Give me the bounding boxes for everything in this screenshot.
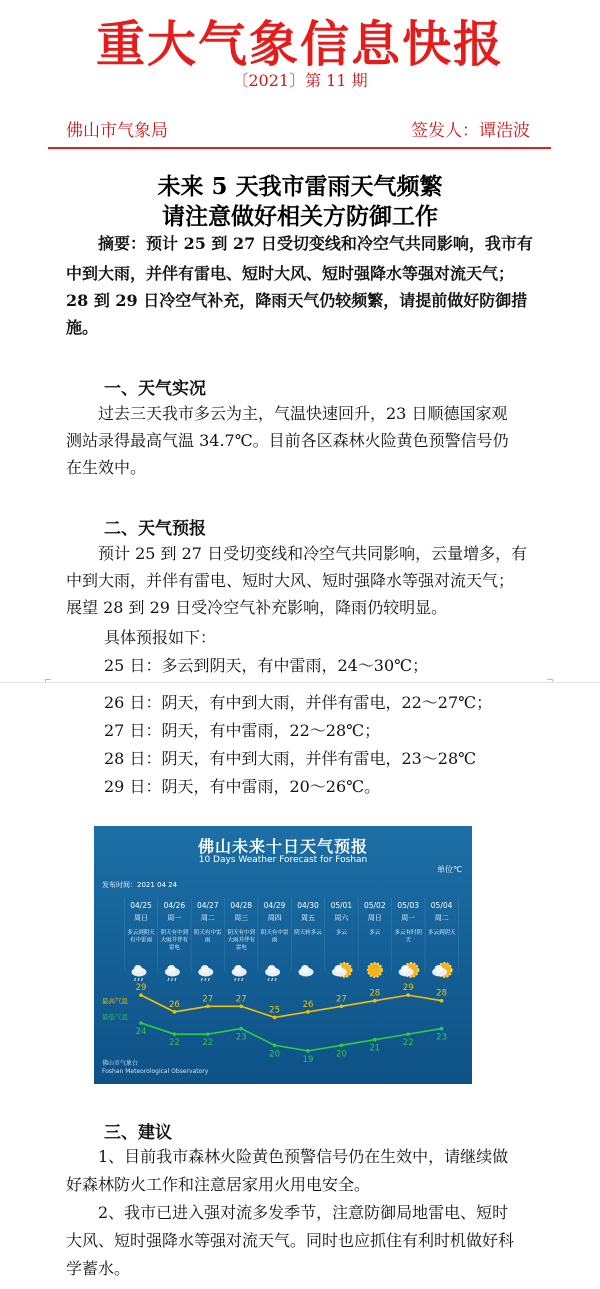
rain-icon [265, 965, 280, 981]
weekday-label: 周五 [301, 914, 315, 922]
condition-text: 雷电 [168, 945, 180, 951]
partly-sunny-icon [332, 963, 352, 977]
advice-2-line-1: 2、我市已进入强对流多发季节，注意防御局地雷电、短时 [98, 1203, 509, 1222]
signer-name: 谭浩波 [479, 121, 530, 141]
forecast-line-1: 预计 25 到 27 日受切变线和冷空气共同影响，云量增多，有 [98, 544, 528, 563]
page-corner-mark-left: ⌐ [44, 676, 52, 686]
forecast-day-25: 25 日：多云到阴天，有中雷雨，24～30℃； [104, 656, 429, 675]
high-temp-point [173, 1010, 177, 1014]
panel-unit: 单位℃ [437, 865, 462, 874]
ten-day-forecast-panel [94, 826, 472, 1084]
low-temp-point [340, 1043, 344, 1047]
condition-text: 雨 [271, 937, 278, 944]
summary-line-2: 中到大雨，并伴有雷电、短时大风、短时强降水等强对流天气； [66, 264, 515, 283]
weekday-label: 周二 [434, 914, 449, 922]
observations-line-2: 测站录得最高气温 34.7℃。目前各区森林火险黄色预警信号仍 [66, 431, 509, 450]
rain-icon [232, 965, 247, 981]
panel-issue-time: 发布时间：2021 04 24 [102, 881, 178, 889]
headline-line-2: 请注意做好相关方防御工作 [162, 203, 438, 230]
date-label: 05/03 [397, 901, 420, 910]
low-temp-point [139, 1021, 143, 1025]
condition-text: 阴天有中雷 [260, 930, 289, 936]
high-temp-point [139, 993, 143, 997]
condition-text: 阴天转多云 [294, 930, 322, 936]
forecast-day-27: 27 日：阴天，有中雷雨，22～28℃； [104, 721, 381, 740]
weekday-label: 周日 [367, 914, 382, 922]
condition-text: 多云有时阴 [394, 930, 422, 936]
low-temp-value: 22 [202, 1038, 214, 1049]
issue-number: 〔2021〕第 11 期 [232, 71, 368, 90]
condition-text: 天 [405, 937, 411, 944]
advice-1-line-2: 好森林防火工作和注意居家用火用电安全。 [66, 1175, 371, 1194]
low-temp-value: 24 [135, 1027, 147, 1037]
high-temp-value: 27 [235, 994, 247, 1005]
header-divider [48, 147, 551, 149]
partly-sunny-icon [432, 963, 452, 977]
high-temp-point [406, 993, 410, 997]
observations-line-1: 过去三天我市多云为主，气温快速回升，23 日顺德国家观 [98, 404, 508, 423]
high-temp-point [206, 1004, 210, 1008]
low-temp-value: 21 [369, 1043, 381, 1054]
low-temp-value: 19 [302, 1054, 314, 1065]
high-temp-label: 最高气温 [102, 997, 128, 1006]
condition-text: 多云 [335, 930, 347, 936]
summary-line-3: 28 到 29 日冷空气补充，降雨天气仍较频繁，请提前做好防御措 [66, 291, 528, 310]
date-label: 04/30 [297, 901, 319, 910]
panel-footer-cn: 佛山市气象台 [102, 1060, 139, 1067]
low-temp-point [273, 1043, 277, 1047]
high-temp-value: 25 [269, 1005, 281, 1016]
weekday-label: 周日 [134, 914, 148, 922]
summary-line-1: 摘要：预计 25 到 27 日受切变线和冷空气共同影响，我市有 [98, 234, 533, 253]
partly-sunny-icon [399, 963, 419, 977]
high-temp-value: 26 [168, 999, 180, 1010]
advice-2-line-2: 大风、短时强降水等强对流天气。同时也应抓住有利时机做好科 [66, 1231, 515, 1250]
headline-line-1: 未来 5 天我市雷雨天气频繁 [157, 173, 443, 200]
condition-text: 多云 [369, 930, 381, 936]
high-temp-point [373, 999, 377, 1003]
low-temp-value: 22 [402, 1038, 414, 1049]
low-temp-label: 最低气温 [102, 1013, 128, 1021]
condition-text: 雨 [205, 937, 211, 944]
condition-text: 雷电 [235, 945, 247, 951]
signer [411, 116, 530, 141]
condition-text: 阴天有中雷 [194, 930, 222, 936]
forecast-line-3: 展望 28 到 29 日受冷空气补充影响，降雨仍较明显。 [66, 598, 448, 617]
panel-subtitle: 10 Days Weather Forecast for Foshan [198, 855, 368, 865]
low-temp-point [440, 1027, 444, 1031]
low-temp-value: 22 [168, 1038, 180, 1049]
high-temp-value: 27 [202, 994, 214, 1005]
weekday-label: 周一 [167, 914, 182, 922]
condition-text: 多云到阴天 [127, 930, 155, 936]
weekday-label: 周六 [334, 914, 349, 922]
low-temp-point [239, 1027, 243, 1031]
signer-label: 签发人： [411, 121, 479, 141]
advice-2-line-3: 学蓄水。 [66, 1259, 131, 1278]
condition-text: 大雨并伴有 [160, 937, 189, 944]
condition-text: 阴天有中到 [227, 930, 255, 936]
advice-1-line-1: 1、目前我市森林火险黄色预警信号仍在生效中，请继续做 [98, 1147, 509, 1166]
rain-icon [198, 965, 213, 981]
low-temp-point [206, 1032, 210, 1036]
rain-icon [132, 965, 147, 981]
high-temp-value: 26 [302, 999, 314, 1010]
issuing-agency: 佛山市气象局 [66, 121, 168, 141]
section-title-forecast: 二、天气预报 [104, 519, 206, 539]
forecast-day-28: 28 日：阴天，有中到大雨，并伴有雷电，23～28℃ [104, 749, 477, 768]
high-temp-value: 28 [369, 988, 381, 999]
panel-footer [102, 1060, 208, 1076]
low-temp-value: 20 [269, 1049, 281, 1060]
weekday-label: 周四 [267, 914, 282, 922]
rain-icon [165, 965, 180, 981]
date-label: 04/29 [263, 901, 286, 910]
low-temp-line [141, 1023, 442, 1051]
high-temp-point [306, 1010, 310, 1014]
observations-line-3: 在生效中。 [66, 458, 147, 477]
high-temp-value: 29 [402, 983, 414, 994]
forecast-line-2: 中到大雨，并伴有雷电、短时大风、短时强降水等强对流天气； [66, 571, 515, 590]
panel-footer-en: Foshan Meteorological Observatory [102, 1068, 209, 1075]
condition-text: 有中雷雨 [129, 937, 153, 944]
low-temp-point [173, 1032, 177, 1036]
weekday-label: 周二 [200, 914, 215, 922]
high-temp-value: 27 [335, 994, 347, 1005]
high-temp-point [239, 1004, 243, 1008]
condition-text: 多云到阴天 [427, 930, 456, 936]
low-temp-value: 23 [235, 1032, 247, 1043]
date-label: 04/27 [196, 901, 219, 910]
forecast-day-26: 26 日：阴天，有中到大雨，并伴有雷电，22～27℃； [104, 693, 493, 712]
high-temp-point [440, 999, 444, 1003]
condition-text: 阴天有中到 [160, 930, 189, 936]
section-title-observations: 一、天气实况 [104, 379, 206, 399]
date-label: 05/04 [430, 901, 453, 910]
low-temp-point [373, 1038, 377, 1042]
low-temp-value: 23 [436, 1032, 448, 1043]
masthead-title: 重大气象信息快报 [95, 15, 504, 73]
forecast-chart [94, 826, 472, 1084]
weekday-label: 周一 [401, 914, 416, 922]
weekday-label: 周三 [234, 914, 249, 922]
cloudy-icon [299, 965, 314, 977]
date-label: 05/02 [363, 901, 386, 910]
summary-line-4: 施。 [66, 318, 99, 337]
date-label: 04/25 [130, 901, 152, 910]
page-corner-mark-right: ¬ [546, 676, 554, 686]
low-temp-value: 20 [335, 1049, 347, 1060]
forecast-intro: 具体预报如下： [104, 628, 217, 647]
section-title-advice: 三、建议 [104, 1123, 172, 1143]
high-temp-value: 28 [436, 988, 448, 999]
forecast-day-29: 29 日：阴天，有中雷雨，20～26℃。 [104, 777, 381, 796]
sunny-icon [368, 963, 382, 977]
high-temp-point [340, 1004, 344, 1008]
date-label: 04/28 [230, 901, 253, 910]
high-temp-point [273, 1016, 277, 1020]
high-temp-line [141, 995, 442, 1017]
date-label: 05/01 [330, 901, 353, 910]
condition-text: 大雨并伴有 [227, 937, 255, 944]
date-label: 04/26 [163, 901, 186, 910]
panel-title: 佛山未来十日天气预报 [197, 837, 368, 856]
low-temp-point [306, 1049, 310, 1053]
low-temp-point [406, 1032, 410, 1036]
page-break-line [0, 682, 600, 683]
high-temp-value: 29 [135, 983, 147, 994]
